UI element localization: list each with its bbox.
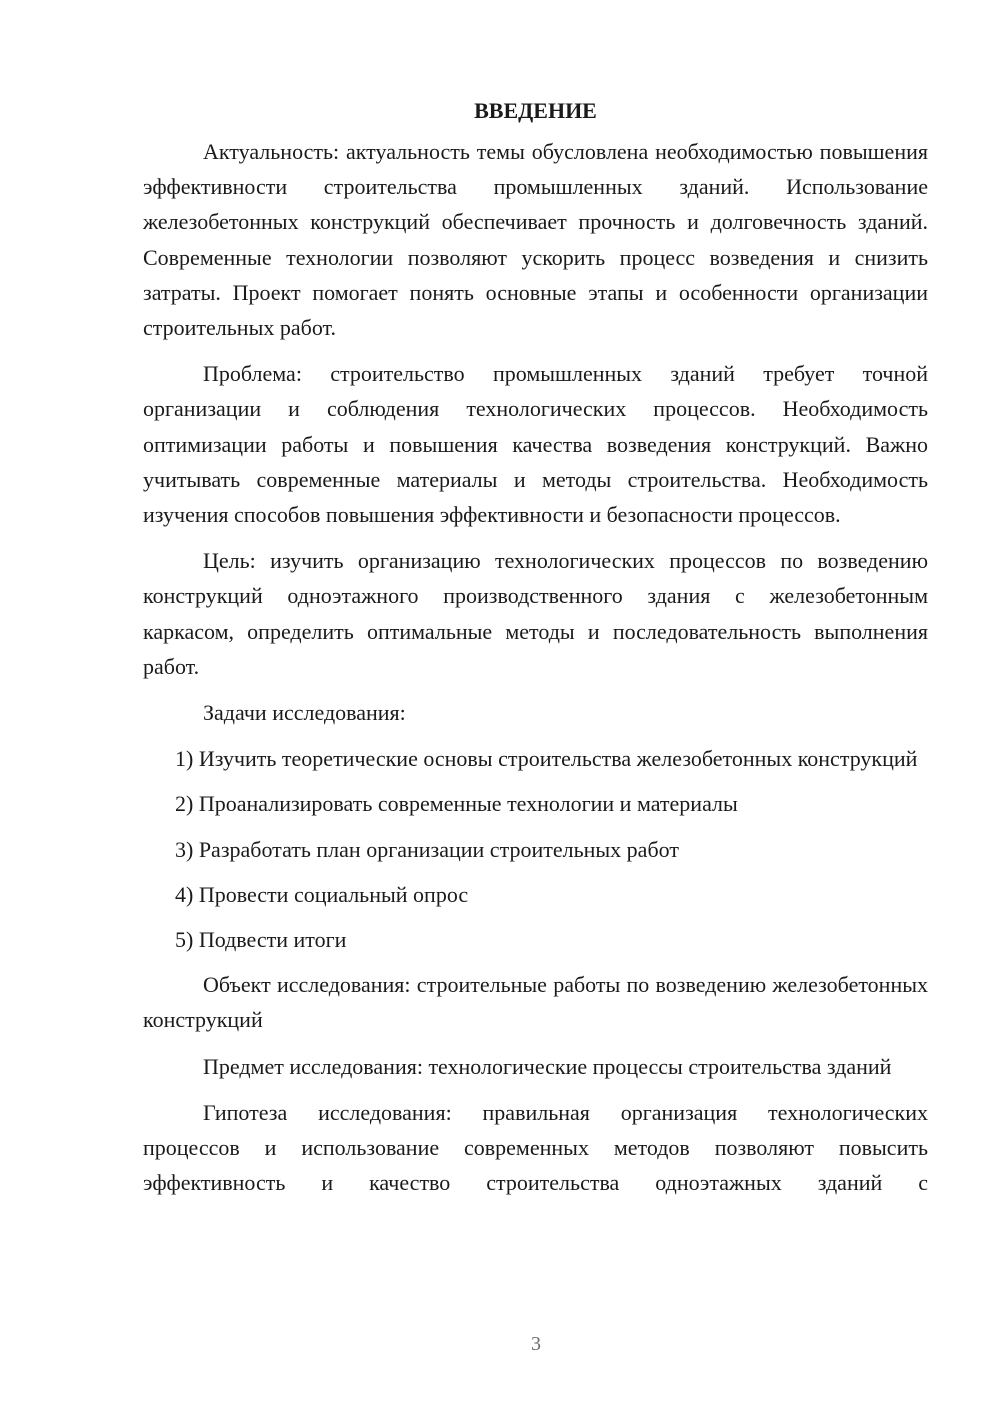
tasks-heading: Задачи исследования:	[203, 700, 406, 726]
task-item-2: 2) Проанализировать современные технологии и материалы	[175, 791, 738, 817]
relevance-paragraph: Актуальность: актуальность темы обусловлена необходимостью повышения эффективности строительства промышленных зданий. Использование железобетонных конструкций обеспечивает прочность и долговечность зданий. Современные технологии позволяют ускорить процесс возведения и снизить затраты. Проект помогает понять основные этапы и особенности организации строительных работ.	[143, 139, 928, 341]
hypothesis-paragraph: Гипотеза исследования: правильная организация технологических процессов и использование современных методов позволяют повысить эффективность и качество строительства одноэтажных зданий с	[143, 1099, 928, 1196]
task-item-4: 4) Провести социальный опрос	[175, 881, 469, 907]
goal-paragraph: Цель: изучить организацию технологических процессов по возведению конструкций одноэтажного производственного здания с железобетонным каркасом, определить оптимальные методы и последовательность выполнения работ.	[143, 548, 928, 679]
problem-paragraph: Проблема: строительство промышленных зданий требует точной организации и соблюдения технологических процессов. Необходимость оптимизации работы и повышения качества возведения конструкций. Важно учитывать современные материалы и методы строительства. Необходимость изучения способов повышения эффективности и безопасности процессов.	[143, 361, 928, 528]
page-number: 3	[531, 1333, 541, 1355]
task-item-3: 3) Разработать план организации строительных работ	[175, 836, 679, 862]
page-title: ВВЕДЕНИЕ	[474, 98, 597, 123]
object-paragraph: Объект исследования: строительные работы по возведению железобетонных конструкций	[143, 972, 928, 1033]
task-item-1: 1) Изучить теоретические основы строительства железобетонных конструкций	[175, 746, 918, 772]
task-item-5: 5) Подвести итоги	[175, 927, 347, 953]
subject-paragraph: Предмет исследования: технологические процессы строительства зданий	[203, 1053, 892, 1079]
page-content	[143, 93, 928, 1200]
